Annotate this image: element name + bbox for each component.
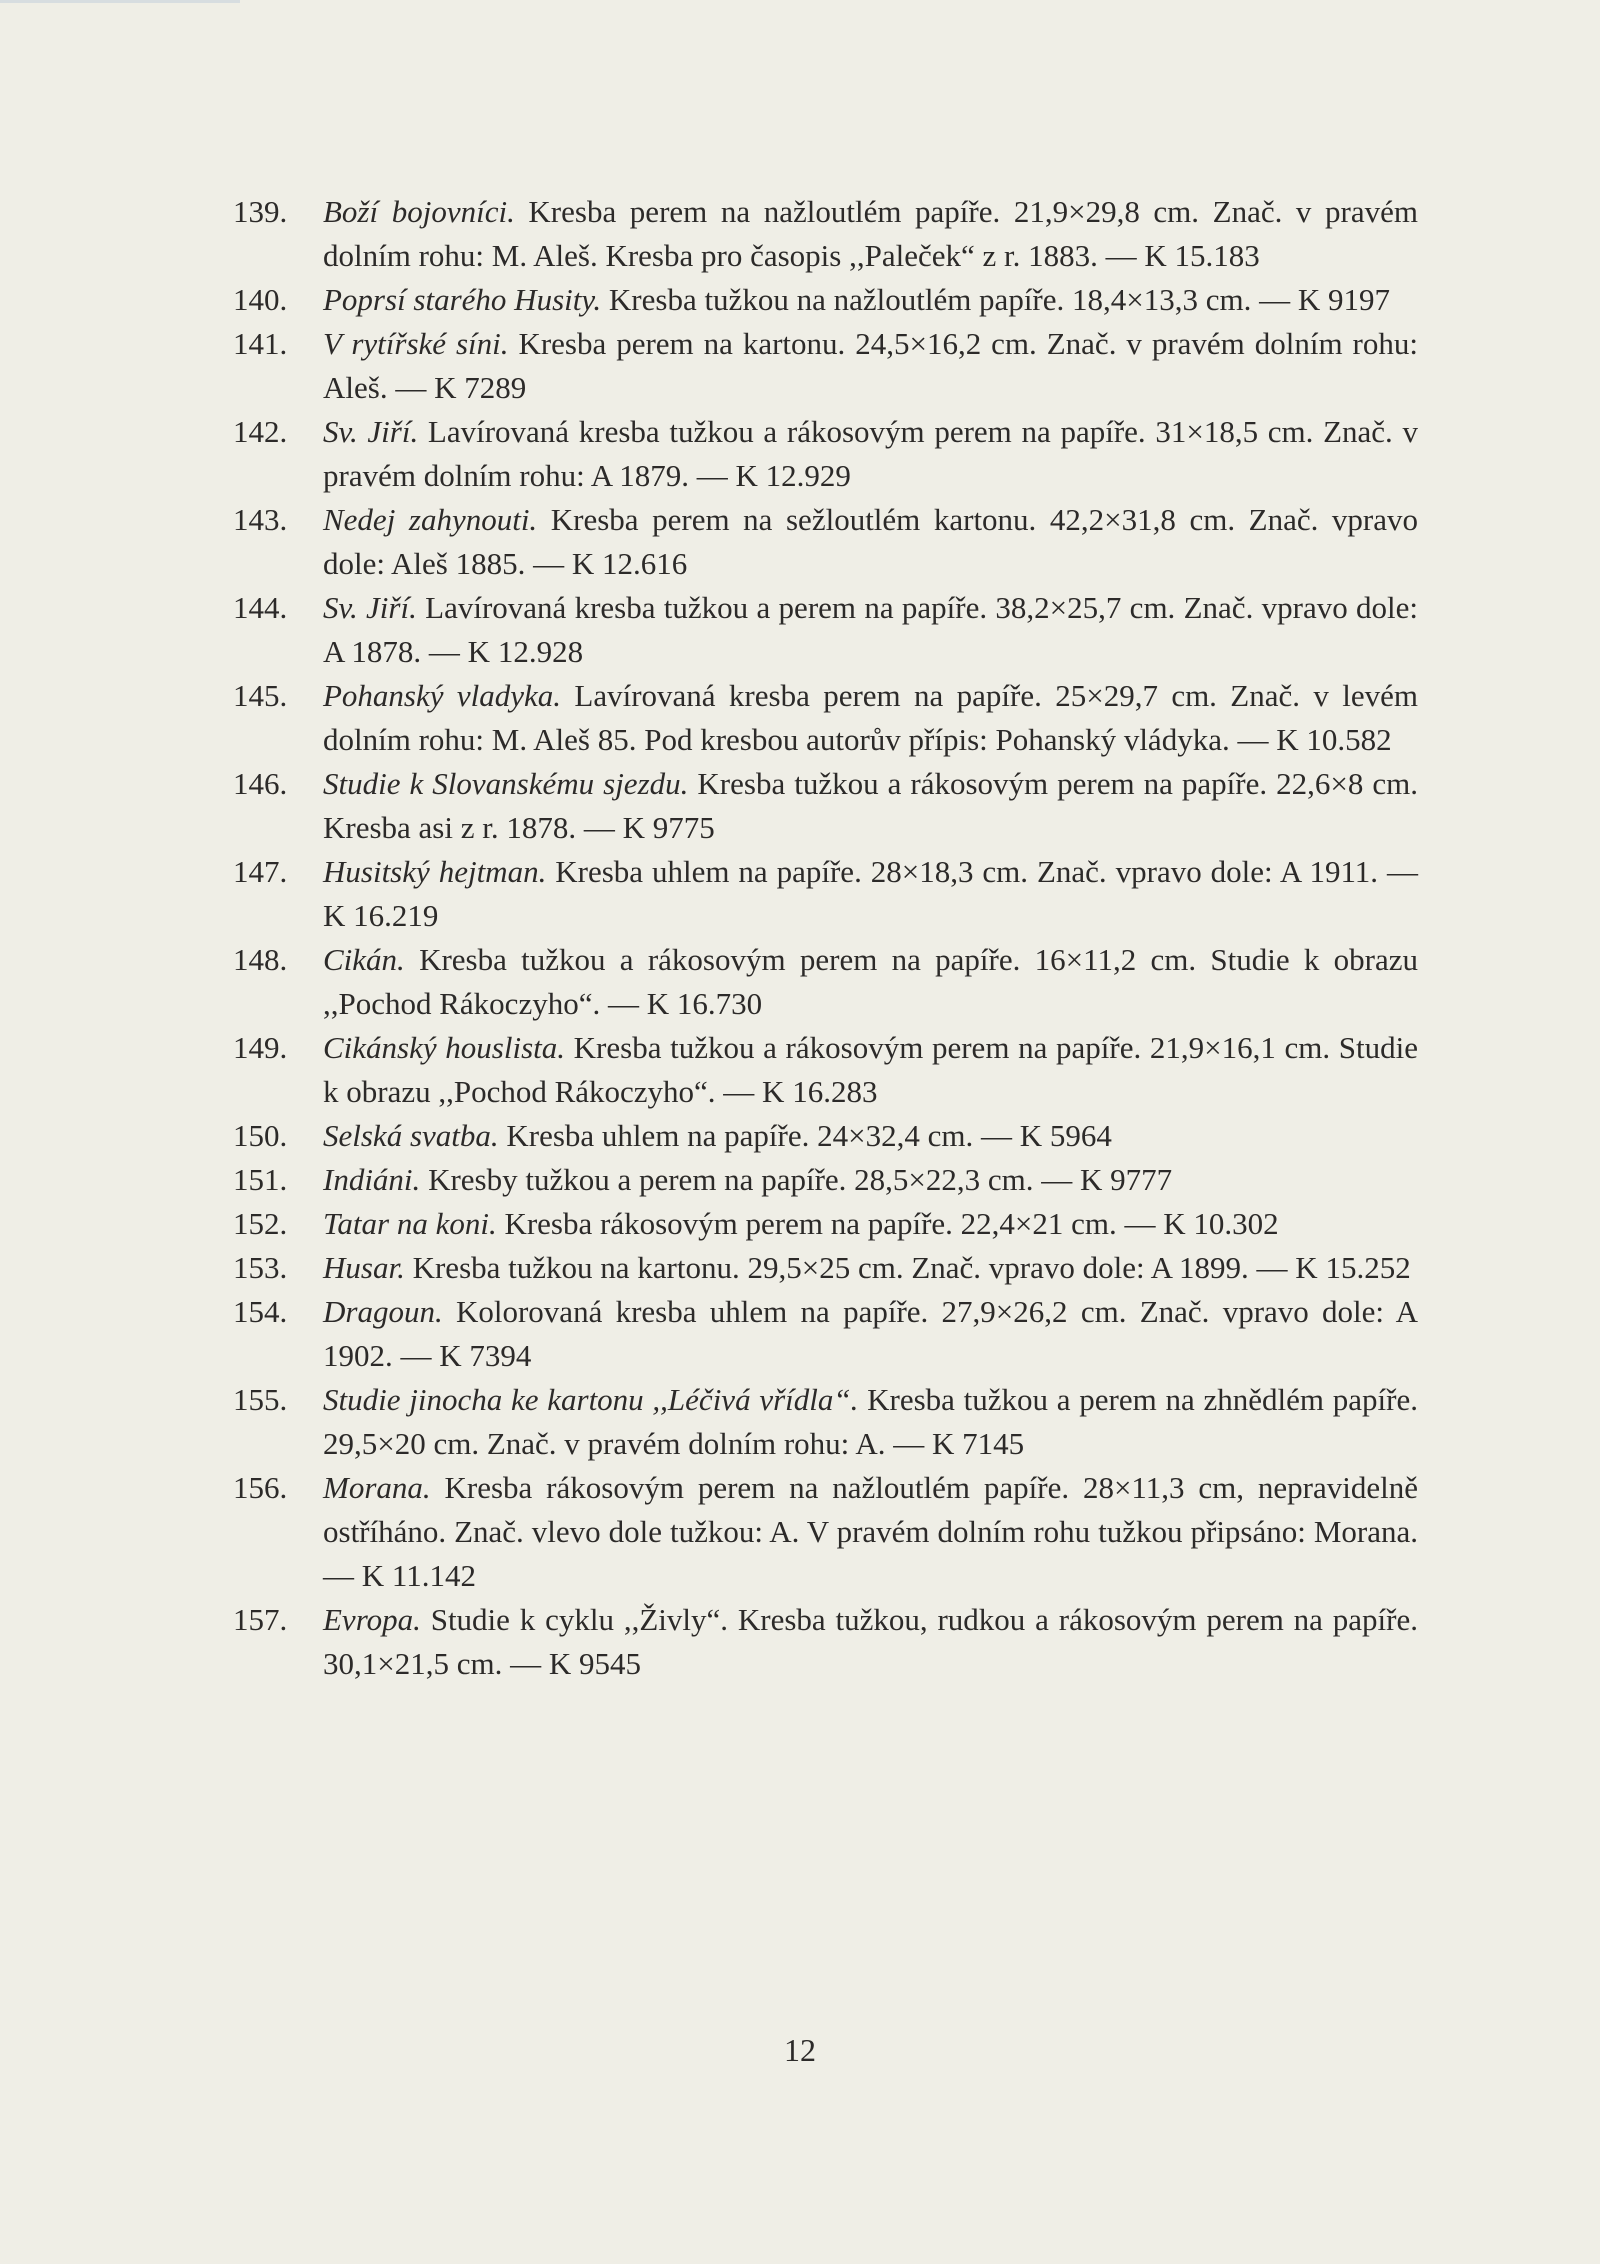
entry-description: Kresba perem na nažloutlém papíře. 21,9×29,8 cm. Znač. v pravém dolním rohu: M. Aleš. Kresba pro časopis ,,Paleček“ z r. 1883. — K 15.183 [323, 194, 1418, 273]
entry-number: 145. [233, 678, 288, 713]
catalog-entry-151 [233, 1158, 1418, 1202]
entry-title: Sv. Jiří. [323, 590, 417, 625]
entry-description: Kresba uhlem na papíře. 24×32,4 cm. — K 5964 [498, 1118, 1112, 1153]
entry-number: 154. [233, 1294, 288, 1329]
entry-description: Studie k cyklu ,,Živly“. Kresba tužkou, rudkou a rákosovým perem na papíře. 30,1×21,5 cm. — K 9545 [323, 1602, 1418, 1681]
catalog-entry-149 [233, 1026, 1418, 1114]
catalog-entry-147 [233, 850, 1418, 938]
catalog-entry-155 [233, 1378, 1418, 1466]
catalog-entry-141 [233, 322, 1418, 410]
entry-title: Studie k Slovanskému sjezdu. [323, 766, 689, 801]
entry-title: Husitský hejtman. [323, 854, 547, 889]
entry-description: Kresba tužkou a perem na zhnědlém papíře. 29,5×20 cm. Znač. v pravém dolním rohu: A. — K 7145 [323, 1382, 1418, 1461]
entry-title: Sv. Jiří. [323, 414, 419, 449]
entry-number: 142. [233, 414, 288, 449]
entry-number: 143. [233, 502, 288, 537]
entry-title: Evropa. [323, 1602, 421, 1637]
entry-description: Lavírovaná kresba tužkou a rákosovým perem na papíře. 31×18,5 cm. Znač. v pravém dolním rohu: A 1879. — K 12.929 [323, 414, 1418, 493]
entry-description: Kresba perem na kartonu. 24,5×16,2 cm. Znač. v pravém dolním rohu: Aleš. — K 7289 [323, 326, 1418, 405]
entry-number: 146. [233, 766, 288, 801]
entry-title: Selská svatba. [323, 1118, 499, 1153]
entry-number: 139. [233, 194, 288, 229]
entry-description: Kresby tužkou a perem na papíře. 28,5×22,3 cm. — K 9777 [420, 1162, 1173, 1197]
catalog-entry-144 [233, 586, 1418, 674]
entry-description: Kresba tužkou na nažloutlém papíře. 18,4×13,3 cm. — K 9197 [601, 282, 1391, 317]
catalog-entry-145 [233, 674, 1418, 762]
entry-number: 153. [233, 1250, 288, 1285]
catalog-entry-146 [233, 762, 1418, 850]
entry-description: Lavírovaná kresba tužkou a perem na papíře. 38,2×25,7 cm. Znač. vpravo dole: A 1878. — K 12.928 [323, 590, 1419, 669]
catalog-entry-157 [233, 1598, 1418, 1686]
catalog-entry-140 [233, 278, 1418, 322]
entry-number: 157. [233, 1602, 288, 1637]
entry-number: 152. [233, 1206, 288, 1241]
entry-number: 140. [233, 282, 288, 317]
entry-number: 155. [233, 1382, 288, 1417]
entry-description: Kresba rákosovým perem na papíře. 22,4×21 cm. — K 10.302 [496, 1206, 1279, 1241]
entry-description: Kresba tužkou na kartonu. 29,5×25 cm. Znač. vpravo dole: A 1899. — K 15.252 [404, 1250, 1411, 1285]
entry-number: 156. [233, 1470, 288, 1505]
entry-description: Kolorovaná kresba uhlem na papíře. 27,9×26,2 cm. Znač. vpravo dole: A 1902. — K 7394 [323, 1294, 1418, 1373]
scan-edge [0, 0, 240, 3]
entry-title: Cikánský houslista. [323, 1030, 566, 1065]
catalog-list [233, 190, 1418, 1686]
catalog-entry-143 [233, 498, 1418, 586]
catalog-entry-153 [233, 1246, 1418, 1290]
entry-number: 149. [233, 1030, 288, 1065]
entry-number: 141. [233, 326, 288, 361]
entry-description: Kresba tužkou a rákosovým perem na papíře. 21,9×16,1 cm. Studie k obrazu ,,Pochod Rákoczyho“. — K 16.283 [323, 1030, 1418, 1109]
entry-title: Tatar na koni. [323, 1206, 497, 1241]
entry-number: 148. [233, 942, 288, 977]
catalog-entry-148 [233, 938, 1418, 1026]
catalog-entry-150 [233, 1114, 1418, 1158]
entry-title: Nedej zahynouti. [323, 502, 538, 537]
catalog-entry-156 [233, 1466, 1418, 1598]
entry-title: Morana. [323, 1470, 431, 1505]
entry-title: Cikán. [323, 942, 405, 977]
catalog-entry-154 [233, 1290, 1418, 1378]
entry-number: 147. [233, 854, 288, 889]
entry-title: Husar. [323, 1250, 405, 1285]
catalog-entry-152 [233, 1202, 1418, 1246]
entry-description: Kresba rákosovým perem na nažloutlém papíře. 28×11,3 cm, nepravidelně ostříháno. Znač. vlevo dole tužkou: A. V pravém dolním rohu tužkou připsáno: Morana. — K 11.142 [323, 1470, 1418, 1593]
entry-description: Kresba perem na sežloutlém kartonu. 42,2×31,8 cm. Znač. vpravo dole: Aleš 1885. — K 12.616 [323, 502, 1418, 581]
entry-description: Kresba tužkou a rákosovým perem na papíře. 16×11,2 cm. Studie k obrazu ,,Pochod Rákoczyho“. — K 16.730 [323, 942, 1418, 1021]
entry-description: Lavírovaná kresba perem na papíře. 25×29,7 cm. Znač. v levém dolním rohu: M. Aleš 85. Pod kresbou autorův přípis: Pohanský vládyka. — K 10.582 [323, 678, 1418, 757]
entry-number: 144. [233, 590, 288, 625]
entry-description: Kresba tužkou a rákosovým perem na papíře. 22,6×8 cm. Kresba asi z r. 1878. — K 9775 [323, 766, 1418, 845]
entry-number: 151. [233, 1162, 288, 1197]
catalog-entry-142 [233, 410, 1418, 498]
entry-title: Pohanský vladyka. [323, 678, 562, 713]
page-number: 12 [784, 2032, 816, 2068]
entry-number: 150. [233, 1118, 288, 1153]
entry-title: Poprsí starého Husity. [323, 282, 602, 317]
entry-title: Studie jinocha ke kartonu ,,Léčivá vřídla“. [323, 1382, 859, 1417]
entry-title: Indiáni. [323, 1162, 421, 1197]
catalog-entry-139 [233, 190, 1418, 278]
entry-title: Boží bojovníci. [323, 194, 515, 229]
entry-title: V rytířské síni. [323, 326, 509, 361]
entry-title: Dragoun. [323, 1294, 443, 1329]
entry-description: Kresba uhlem na papíře. 28×18,3 cm. Znač. vpravo dole: A 1911. — K 16.219 [323, 854, 1418, 933]
